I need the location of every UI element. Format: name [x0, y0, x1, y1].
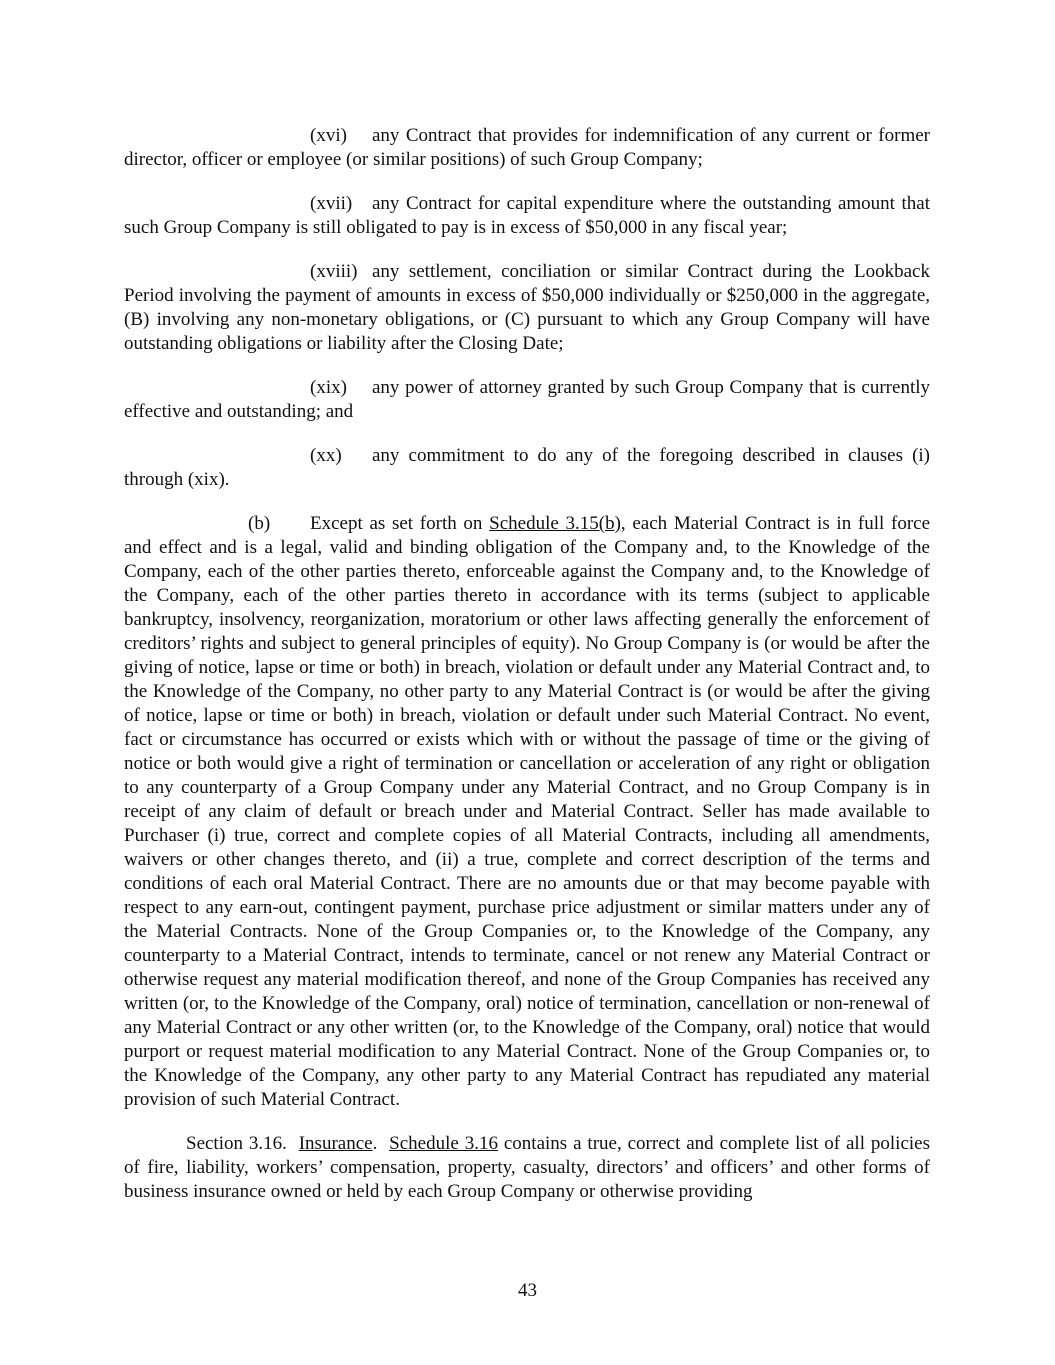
- clause-text: any power of attorney granted by such Group Company that is currently effective and outstanding; and: [124, 377, 930, 422]
- clause-number: (xvi): [310, 125, 347, 146]
- clause-xvi: [124, 124, 930, 172]
- section-b-number: (b): [248, 513, 271, 534]
- schedule-3-16-link[interactable]: Schedule 3.16: [389, 1133, 498, 1154]
- clause-text: any commitment to do any of the foregoing described in clauses (i) through (xix).: [124, 445, 930, 490]
- clause-text: any settlement, conciliation or similar Contract during the Lookback Period involving the payment of amounts in excess of $50,000 individually or $250,000 in the aggregate, (B) involving any non-monetary obligations, or (C) pursuant to which any Group Company will have outstanding obligations or liability after the Closing Date;: [124, 261, 930, 354]
- document-page: [124, 124, 930, 1224]
- clause-number: (xx): [310, 445, 342, 466]
- section-b-lead: Except as set forth on: [310, 513, 483, 534]
- clause-xix: [124, 376, 930, 424]
- section-3-16-label: Section 3.16.: [186, 1133, 287, 1154]
- page-number: 43: [518, 1280, 537, 1301]
- clause-xviii: [124, 260, 930, 356]
- section-3-15-b: [124, 512, 930, 1112]
- clause-number: (xvii): [310, 193, 353, 214]
- clause-number: (xviii): [310, 261, 358, 282]
- section-3-16: Section 3.16. Insurance. Schedule 3.16 contains a true, correct and complete list of all policies of fire, liability, workers’ compensation, property, casualty, directors’ and officers’ and other forms of business insurance owned or held by each Group Company or otherwise providing: [124, 1133, 930, 1202]
- clause-xvii: [124, 192, 930, 240]
- schedule-3-15-b-link[interactable]: Schedule 3.15(b): [489, 513, 621, 534]
- section-b-text: , each Material Contract is in full force and effect and is a legal, valid and binding obligation of the Company and, to the Knowledge of the Company, each of the other parties thereto, enforceable against the Company and, to the Knowledge of the Company, each of the other parties thereto in accordance with its terms (subject to applicable bankruptcy, insolvency, reorganization, moratorium or other laws affecting generally the enforcement of creditors’ rights and subject to general principles of equity). No Group Company is (or would be after the giving of notice, lapse or time or both) in breach, violation or default under any Material Contract and, to the Knowledge of the Company, no other party to any Material Contract is (or would be after the giving of notice, lapse or time or both) in breach, violation or default under such Material Contract. No event, fact or circumstance has occurred or exists which with or without the passage of time or the giving of notice or both would give a right of termination or cancellation or acceleration of any right or obligation to any counterparty of a Group Company under any Material Contract, and no Group Company is in receipt of any claim of default or breach under and Material Contract. Seller has made available to Purchaser (i) true, correct and complete copies of all Material Contracts, including all amendments, waivers or other changes thereto, and (ii) a true, complete and correct description of the terms and conditions of each oral Material Contract. There are no amounts due or that may become payable with respect to any earn-out, contingent payment, purchase price adjustment or similar matters under any of the Material Contracts. None of the Group Companies or, to the Knowledge of the Company, any counterparty to a Material Contract, intends to terminate, cancel or not renew any Material Contract or otherwise request any material modification thereof, and none of the Group Companies has received any written (or, to the Knowledge of the Company, oral) notice of termination, cancellation or non-renewal of any Material Contract or any other written (or, to the Knowledge of the Company, oral) notice that would purport or request material modification to any Material Contract. None of the Group Companies or, to the Knowledge of the Company, any other party to any Material Contract has repudiated any material provision of such Material Contract.: [124, 513, 931, 1110]
- section-3-16-text: contains a true, correct and complete list of all policies of fire, liability, workers’ compensation, property, casualty, directors’ and officers’ and other forms of business insurance owned or held by each Group Company or otherwise providing: [124, 1133, 930, 1202]
- section-3-16-heading: Insurance: [298, 1133, 373, 1154]
- clause-number: (xix): [310, 377, 347, 398]
- clause-text: any Contract that provides for indemnification of any current or former director, officer or employee (or similar positions) of such Group Company;: [124, 125, 930, 170]
- clause-text: any Contract for capital expenditure where the outstanding amount that such Group Company is still obligated to pay is in excess of $50,000 in any fiscal year;: [124, 193, 930, 238]
- clause-xx: [124, 444, 930, 492]
